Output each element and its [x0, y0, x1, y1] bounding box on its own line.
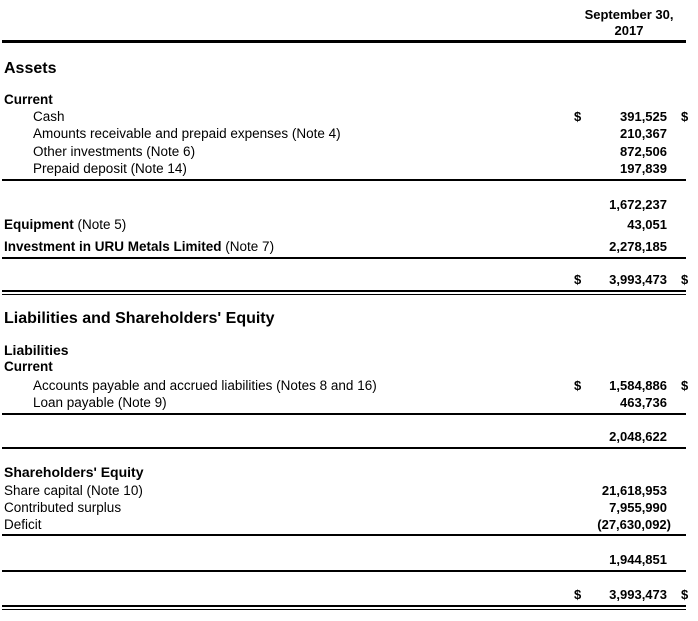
equity-row-label: Deficit	[4, 517, 42, 532]
asset-row-label: Other investments (Note 6)	[33, 144, 196, 159]
total-liabilities-equity-value: 3,993,473	[609, 587, 667, 602]
investment-row-label	[4, 239, 274, 255]
equity-rule	[2, 534, 686, 536]
equity-row-label: Share capital (Note 10)	[4, 483, 143, 498]
currency-symbol: $	[574, 378, 582, 393]
total-assets-double-rule-top	[2, 290, 686, 292]
investment-value: 2,278,185	[609, 239, 667, 254]
liability-row-label: Accounts payable and accrued liabilities (Notes 8 and 16)	[33, 378, 377, 393]
cut-off-symbol: $	[681, 587, 689, 602]
investment-note: (Note 7)	[221, 239, 275, 254]
liabilities-equity-heading: Liabilities and Shareholders' Equity	[4, 310, 275, 327]
asset-row-label: Cash	[33, 109, 65, 124]
current-assets-rule	[2, 179, 686, 181]
equity-row-value: (27,630,092)	[597, 517, 671, 532]
currency-symbol: $	[574, 272, 582, 287]
liability-row-value: 463,736	[620, 395, 667, 410]
header-rule	[2, 40, 686, 43]
liabilities-total-rule	[2, 447, 686, 449]
equipment-value: 43,051	[627, 217, 667, 232]
column-date-line2: 2017	[614, 23, 644, 38]
liability-row-label: Loan payable (Note 9)	[33, 395, 167, 410]
cut-off-symbol: $	[681, 109, 689, 124]
assets-current-label: Current	[4, 92, 53, 107]
equipment-row-label	[4, 217, 126, 233]
liability-row-value: 1,584,886	[609, 378, 667, 393]
asset-row-value: 210,367	[620, 126, 667, 141]
equity-label: Shareholders' Equity	[4, 464, 144, 480]
grand-total-double-rule-bottom	[2, 609, 686, 610]
currency-symbol: $	[574, 587, 582, 602]
asset-row-value: 197,839	[620, 161, 667, 176]
grand-total-double-rule-top	[2, 605, 686, 607]
asset-row-value: 872,506	[620, 144, 667, 159]
liabilities-rule	[2, 413, 686, 415]
asset-row-value: 391,525	[620, 109, 667, 124]
equity-total-rule	[2, 570, 686, 572]
equipment-note: (Note 5)	[73, 217, 127, 232]
liabilities-total: 2,048,622	[609, 429, 667, 444]
equipment-label: Equipment	[4, 217, 74, 232]
currency-symbol: $	[574, 109, 582, 124]
column-date-line1: September 30,	[584, 7, 674, 22]
investment-label: Investment in URU Metals Limited	[4, 239, 222, 254]
equity-row-value: 21,618,953	[601, 483, 667, 498]
equity-total: 1,944,851	[609, 552, 667, 567]
total-assets-double-rule-bottom	[2, 294, 686, 295]
liabilities-label: Liabilities	[4, 342, 69, 358]
liabilities-current-label: Current	[4, 359, 53, 374]
assets-heading: Assets	[4, 60, 57, 77]
cut-off-symbol: $	[681, 272, 689, 287]
current-assets-total: 1,672,237	[609, 197, 667, 212]
noncurrent-assets-rule	[2, 257, 686, 259]
cut-off-symbol: $	[681, 378, 689, 393]
asset-row-label: Prepaid deposit (Note 14)	[33, 161, 187, 176]
equity-row-label: Contributed surplus	[4, 500, 122, 515]
equity-row-value: 7,955,990	[609, 500, 667, 515]
total-assets-value: 3,993,473	[609, 272, 667, 287]
asset-row-label: Amounts receivable and prepaid expenses (Note 4)	[33, 126, 341, 141]
